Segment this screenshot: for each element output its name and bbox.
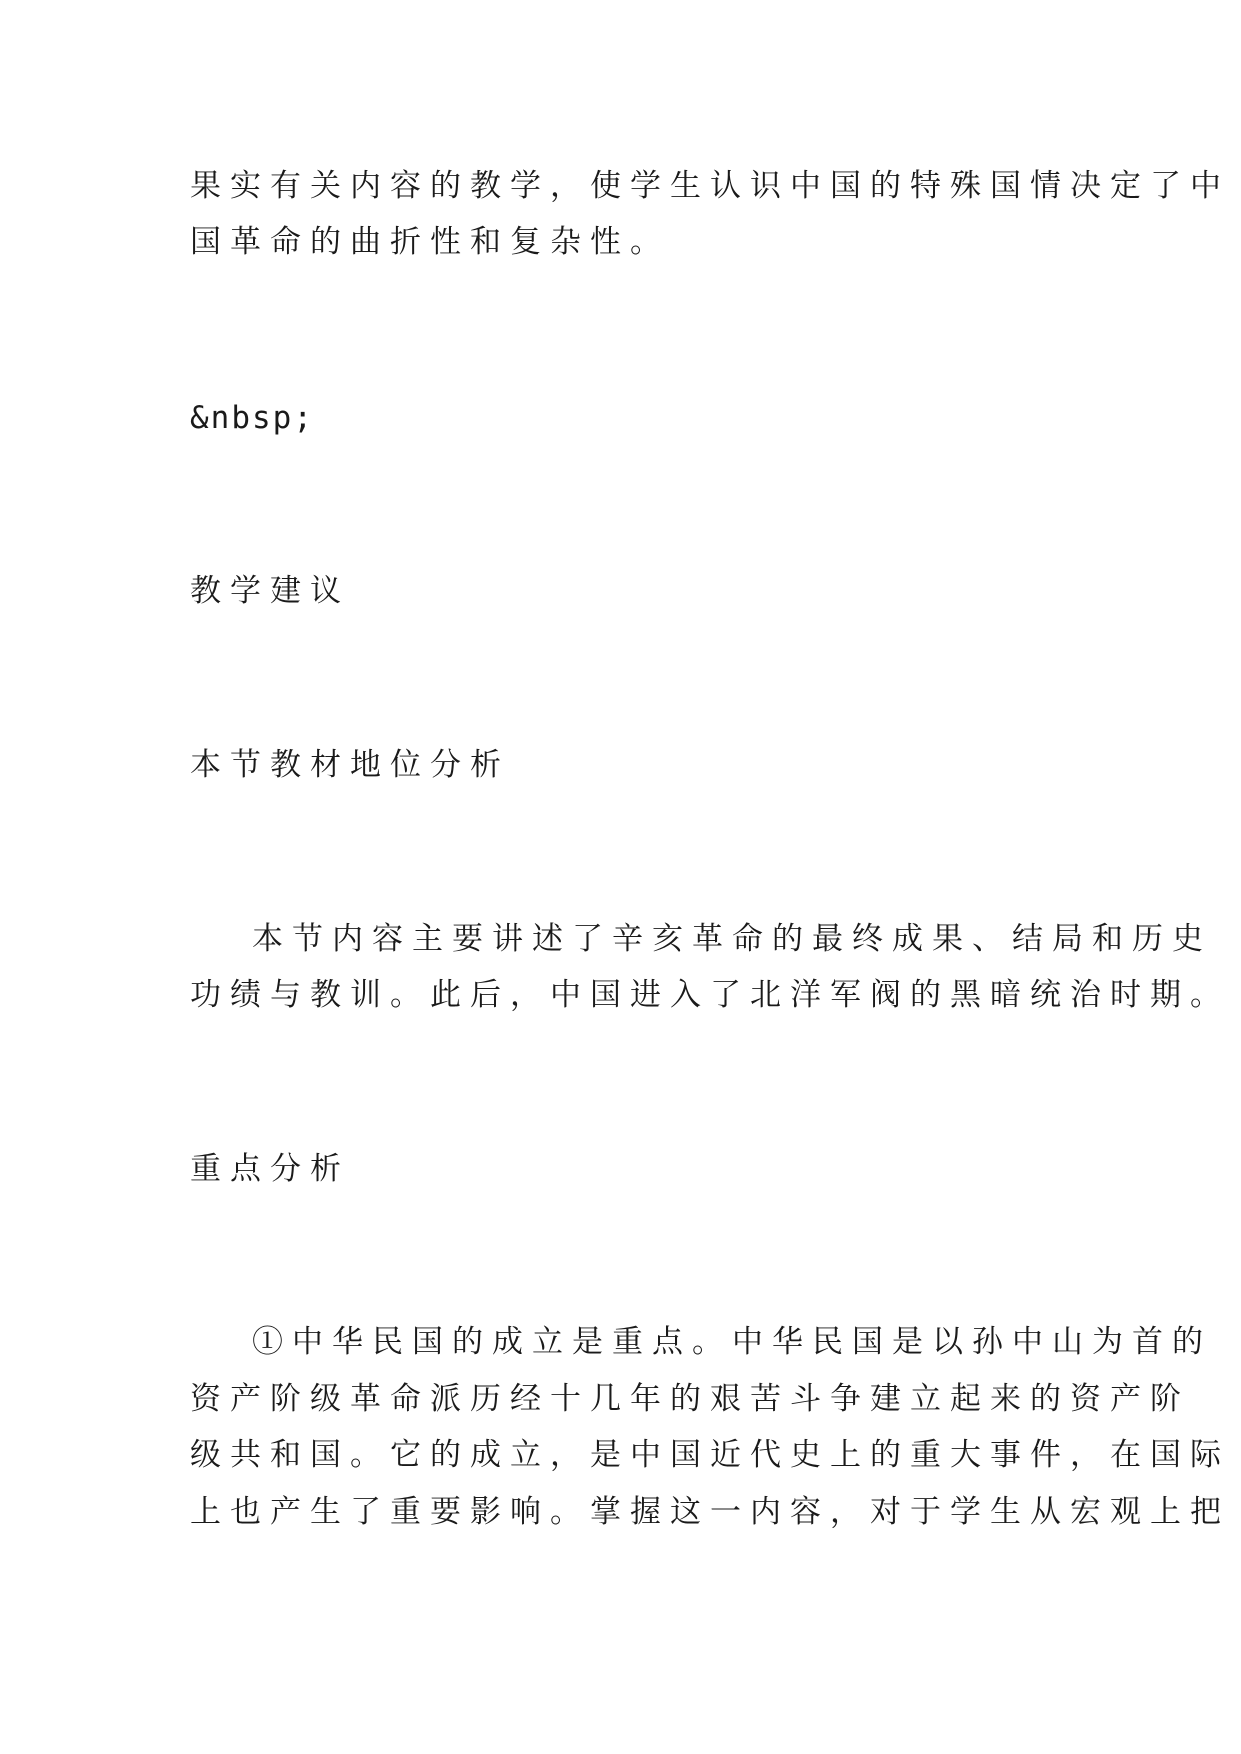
nbsp-marker-text: &nbsp;: [190, 400, 314, 436]
paragraph-line: 本节内容主要讲述了辛亥革命的最终成果、结局和历史: [252, 921, 1212, 957]
heading-key-points: 重点分析: [190, 1151, 350, 1187]
heading-teaching-suggestions: 教学建议: [190, 573, 350, 609]
paragraph-line: 国革命的曲折性和复杂性。: [190, 224, 670, 260]
paragraph-line: 级共和国。它的成立，是中国近代史上的重大事件，在国际: [190, 1437, 1230, 1473]
paragraph-line: 功绩与教训。此后，中国进入了北洋军阀的黑暗统治时期。: [190, 977, 1230, 1013]
paragraph-line: 资产阶级革命派历经十几年的艰苦斗争建立起来的资产阶: [190, 1381, 1190, 1417]
paragraph-line: ①中华民国的成立是重点。中华民国是以孙中山为首的: [252, 1324, 1212, 1360]
heading-material-position: 本节教材地位分析: [190, 747, 510, 783]
paragraph-line: 上也产生了重要影响。掌握这一内容，对于学生从宏观上把: [190, 1494, 1230, 1530]
paragraph-line: 果实有关内容的教学，使学生认识中国的特殊国情决定了中: [190, 168, 1230, 204]
